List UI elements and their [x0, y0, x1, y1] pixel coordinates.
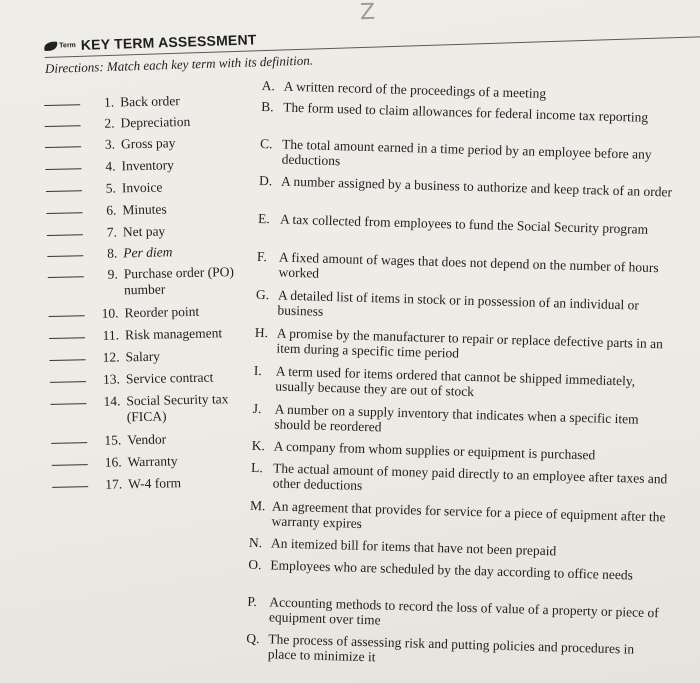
answer-blank[interactable] — [50, 359, 86, 361]
term-item: 5. Invoice — [46, 180, 163, 198]
term-label: Vendor — [127, 431, 167, 448]
assessment-header — [44, 30, 313, 77]
answer-blank[interactable] — [47, 234, 83, 236]
answer-blank[interactable] — [51, 442, 87, 444]
term-label: Gross pay — [120, 135, 176, 152]
term-item: 2. Depreciation — [44, 114, 190, 133]
term-label: W-4 form — [127, 475, 182, 492]
directions-text: Directions: Match each key term with its definition. — [44, 52, 314, 76]
term-item: 11. Risk management — [49, 325, 222, 345]
definition-text: A tax collected from employees to fund the Social Security program — [279, 211, 649, 237]
page-top-marking: Z — [359, 0, 376, 26]
definition-text: A written record of the proceedings of a meeting — [283, 78, 547, 101]
term-badge-label: Term — [59, 41, 76, 50]
answer-blank[interactable] — [45, 146, 81, 148]
term-item: 16. Warranty — [52, 453, 178, 472]
term-badge — [44, 41, 76, 51]
term-label: Depreciation — [120, 113, 191, 131]
definition-text: A fixed amount of wages that does not depend on the number of hours worked — [278, 249, 659, 281]
term-item: 9. Purchase order (PO) number — [48, 264, 235, 300]
definition-item: M. An agreement that provides for service for a piece of equipment after the warranty expires — [249, 498, 670, 540]
term-label: Inventory — [121, 157, 175, 174]
definition-text: A number assigned by a business to authorize and keep track of an order — [280, 173, 673, 200]
definition-text: A detailed list of items in stock or in possession of an individual or business — [277, 287, 640, 319]
term-item: 6. Minutes — [46, 201, 167, 220]
term-item: 8. Per diem — [47, 244, 172, 263]
definition-item: K. A company from whom supplies or equipment is purchased — [252, 438, 672, 465]
definition-item: J. A number on a supply inventory that indicates when a specific item should be reordered — [252, 401, 673, 443]
answer-blank[interactable] — [50, 381, 86, 383]
definition-text: Employees who are scheduled by the day according to office needs — [270, 557, 634, 583]
term-item: 12. Salary — [49, 349, 160, 367]
definition-item: Q. The process of assessing risk and putting policies and procedures in place to minimize it — [246, 631, 667, 673]
term-label: Warranty — [127, 453, 178, 470]
term-item: 1. Back order — [44, 93, 180, 112]
definition-item: G. A detailed list of items in stock or in possession of an individual or business — [255, 287, 676, 329]
section-title: KEY TERM ASSESSMENT — [80, 31, 257, 53]
answer-blank[interactable] — [46, 212, 82, 214]
term-label: Back order — [119, 93, 180, 110]
term-item: 17. W-4 form — [52, 475, 181, 494]
definition-item: H. A promise by the manufacturer to repair or replace defective parts in an item during a specific time period — [254, 325, 675, 367]
definition-text: Accounting methods to record the loss of value of a property or piece of equipment over time — [268, 594, 659, 628]
definition-item: B. The form used to claim allowances for federal income tax reporting — [261, 99, 681, 126]
term-item: 4. Inventory — [45, 157, 174, 176]
definition-text: A number on a supply inventory that indicates when a specific item should be reordered — [274, 401, 639, 435]
answer-blank[interactable] — [49, 315, 85, 317]
term-item: 10. Reorder point — [48, 304, 199, 323]
definition-text: The total amount earned in a time period by an employee before any deductions — [281, 136, 652, 169]
definition-item: A. A written record of the proceedings of a meeting — [262, 78, 682, 105]
definition-text: An agreement that provides for service for a piece of equipment after the warranty expires — [271, 498, 666, 531]
term-label: Invoice — [121, 179, 163, 196]
definition-text: A company from whom supplies or equipment is purchased — [273, 438, 596, 463]
definition-text: An itemized bill for items that have not been prepaid — [270, 535, 557, 559]
answer-blank[interactable] — [45, 125, 81, 127]
definition-item: E. A tax collected from employees to fund the Social Security program — [258, 211, 678, 238]
answer-blank[interactable] — [52, 486, 88, 488]
term-item: 15. Vendor — [51, 432, 166, 450]
term-label: Service contract — [125, 369, 214, 387]
definition-item: O. Employees who are scheduled by the day according to office needs — [248, 557, 668, 584]
definition-item: F. A fixed amount of wages that does not depend on the number of hours worked — [256, 249, 677, 291]
answer-blank[interactable] — [47, 255, 83, 257]
answer-blank[interactable] — [44, 104, 80, 106]
answer-blank[interactable] — [50, 403, 86, 405]
answer-blank[interactable] — [48, 276, 84, 278]
leaf-icon — [44, 41, 57, 50]
definition-item: C. The total amount earned in a time period by an employee before any deductions — [260, 136, 681, 178]
term-item: 3. Gross pay — [45, 135, 176, 154]
term-label: Minutes — [122, 201, 167, 218]
definition-text: The actual amount of money paid directly to an employee after taxes and other deductions — [272, 460, 668, 493]
term-item: 13. Service contract — [50, 370, 214, 389]
definition-text: The form used to claim allowances for federal income tax reporting — [282, 99, 649, 125]
term-label: Social Security tax (FICA) — [126, 391, 229, 425]
definition-text: A promise by the manufacturer to repair or replace defective parts in an item during a specific time period — [276, 325, 664, 361]
definition-text: The process of assessing risk and putting policies and procedures in place to minimize it — [267, 631, 635, 665]
term-label: Risk management — [124, 325, 223, 343]
definition-item: I. A term used for items ordered that cannot be shipped immediately, usually because they are out of stock — [253, 363, 674, 405]
term-label: Salary — [125, 348, 161, 365]
term-label: Purchase order (PO) number — [123, 264, 235, 298]
answer-blank[interactable] — [52, 464, 88, 466]
definitions-list — [246, 78, 682, 665]
definition-item: L. The actual amount of money paid directly to an employee after taxes and other deductions — [250, 460, 671, 502]
definition-text: A term used for items ordered that cannot be shipped immediately, usually because they are out of stock — [275, 363, 636, 400]
term-label: Net pay — [122, 223, 166, 240]
term-item: 7. Net pay — [47, 223, 166, 241]
definition-item: P. Accounting methods to record the loss of value of a property or piece of equipment over time — [247, 594, 668, 636]
answer-blank[interactable] — [46, 190, 82, 192]
term-label: Per diem — [123, 244, 173, 261]
definition-item: N. An itemized bill for items that have not been prepaid — [249, 535, 669, 562]
answer-blank[interactable] — [46, 168, 82, 170]
term-item: 14. Social Security tax (FICA) — [50, 391, 229, 427]
definition-item: D. A number assigned by a business to authorize and keep track of an order — [259, 173, 679, 200]
term-label: Reorder point — [124, 303, 200, 321]
answer-blank[interactable] — [49, 337, 85, 339]
